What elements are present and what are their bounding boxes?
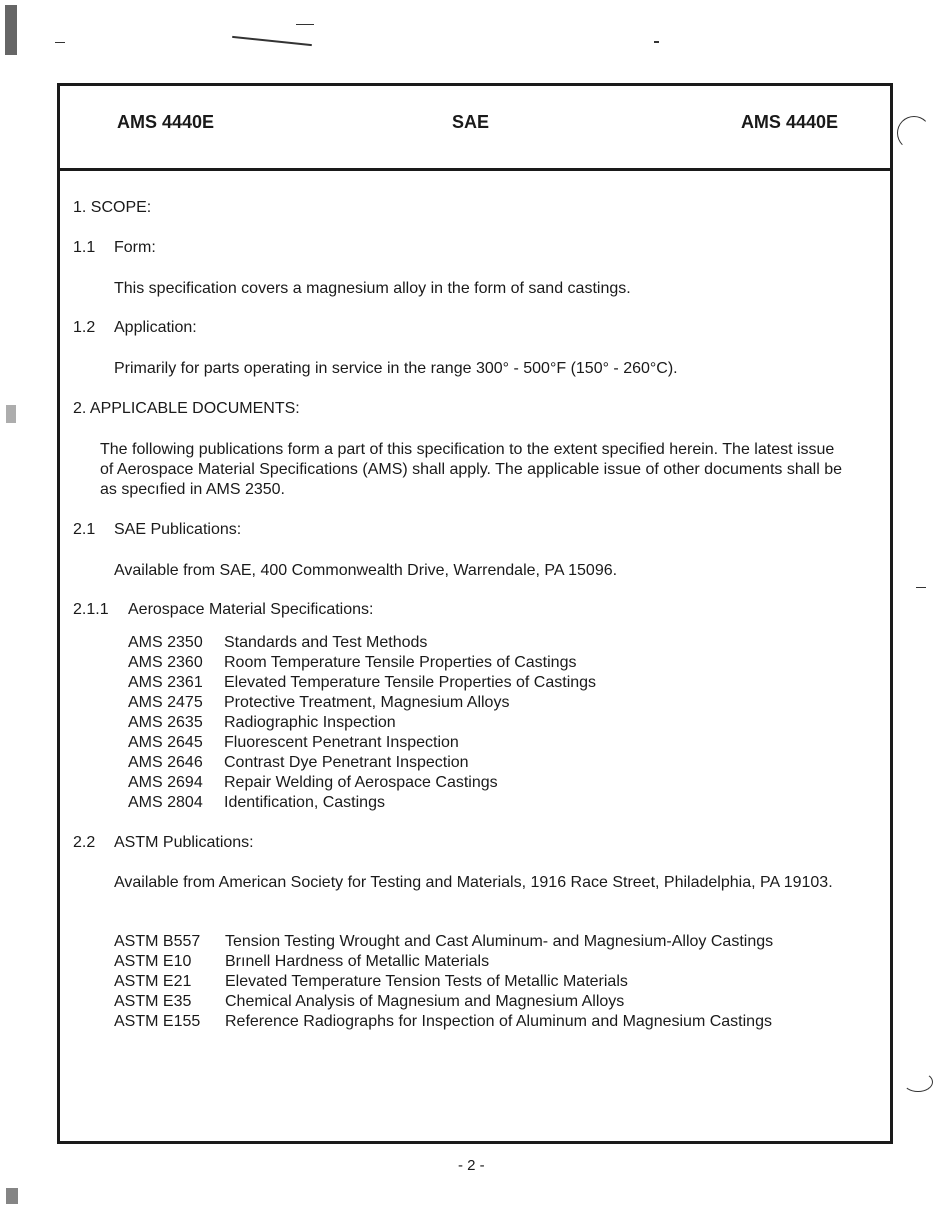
astm-code: ASTM E21 (114, 973, 192, 990)
margin-curve-mark (903, 1072, 933, 1092)
document-header (60, 86, 890, 171)
header-spec-code-right: AMS 4440E (740, 112, 838, 132)
ams-title: Radiographic Inspection (224, 714, 396, 731)
section-2-1-title: SAE Publications: (114, 521, 242, 538)
astm-title: Reference Radiographs for Inspection of Aluminum and Magnesium Castings (225, 1013, 772, 1030)
scan-artifact (6, 1188, 18, 1204)
scan-artifact (6, 405, 16, 423)
section-2-1-body: Available from SAE, 400 Commonwealth Drive, Warrendale, PA 15096. (114, 562, 618, 579)
astm-code: ASTM E155 (114, 1013, 201, 1030)
ams-title: Standards and Test Methods (224, 634, 428, 651)
section-1-2-number: 1.2 (73, 319, 96, 336)
ams-title: Repair Welding of Aerospace Castings (224, 774, 498, 791)
scan-artifact (296, 24, 314, 25)
ams-code: AMS 2694 (128, 774, 203, 791)
ams-title: Room Temperature Tensile Properties of Castings (224, 654, 577, 671)
astm-list-item (114, 972, 628, 992)
header-spec-code-left: AMS 4440E (117, 112, 215, 132)
ams-title: Fluorescent Penetrant Inspection (224, 734, 459, 751)
astm-code: ASTM E10 (114, 953, 192, 970)
ams-list-item (128, 693, 509, 713)
astm-list-item (114, 992, 624, 1012)
scan-artifact (55, 42, 65, 43)
section-1-1-body: This specification covers a magnesium alloy in the form of sand castings. (114, 280, 631, 297)
scan-artifact (232, 36, 312, 46)
astm-list-item (114, 932, 773, 952)
ams-code: AMS 2646 (128, 754, 203, 771)
ams-list-item (128, 733, 459, 753)
ams-list-item (128, 773, 498, 793)
ams-code: AMS 2361 (128, 674, 203, 691)
ams-list-item (128, 793, 385, 813)
astm-title: Chemical Analysis of Magnesium and Magnesium Alloys (225, 993, 625, 1010)
ams-code: AMS 2804 (128, 794, 203, 811)
section-1-1-title: Form: (114, 239, 156, 256)
scan-artifact (5, 5, 17, 55)
section-2-2-title: ASTM Publications: (114, 834, 254, 851)
ams-title: Elevated Temperature Tensile Properties of Castings (224, 674, 597, 691)
section-2-1-1-title: Aerospace Material Specifications: (128, 601, 374, 618)
margin-circle-mark (897, 116, 931, 150)
ams-list-item (128, 753, 469, 773)
astm-list-item (114, 952, 489, 972)
ams-list-item (128, 653, 576, 673)
ams-title: Contrast Dye Penetrant Inspection (224, 754, 469, 771)
astm-list-item (114, 1012, 772, 1032)
astm-code: ASTM E35 (114, 993, 192, 1010)
ams-code: AMS 2350 (128, 634, 203, 651)
astm-title: Brınell Hardness of Metallic Materials (225, 953, 490, 970)
ams-code: AMS 2475 (128, 694, 203, 711)
ams-title: Protective Treatment, Magnesium Alloys (224, 694, 510, 711)
section-2-2-body: Available from American Society for Testing and Materials, 1916 Race Street, Philadelphia, PA 19103. (114, 874, 833, 891)
astm-title: Tension Testing Wrought and Cast Aluminum- and Magnesium-Alloy Castings (225, 933, 774, 950)
section-2-2-number: 2.2 (73, 834, 96, 851)
astm-code: ASTM B557 (114, 933, 201, 950)
section-1-2-title: Application: (114, 319, 197, 336)
section-1-heading: 1. SCOPE: (73, 199, 152, 216)
ams-code: AMS 2645 (128, 734, 203, 751)
astm-title: Elevated Temperature Tension Tests of Metallic Materials (225, 973, 628, 990)
ams-title: Identification, Castings (224, 794, 385, 811)
header-organization: SAE (452, 112, 490, 132)
scan-artifact (654, 41, 659, 43)
ams-list-item (128, 673, 596, 693)
ams-code: AMS 2635 (128, 714, 203, 731)
page-number: - 2 - (458, 1157, 485, 1174)
ams-list-item (128, 633, 427, 653)
scan-artifact (916, 587, 926, 588)
section-2-1-number: 2.1 (73, 521, 96, 538)
section-1-1-number: 1.1 (73, 239, 96, 256)
section-2-heading: 2. APPLICABLE DOCUMENTS: (73, 400, 300, 417)
section-2-body: The following publications form a part of this specification to the extent specified herein. The latest issue of Aerospace Material Specifications (AMS) shall apply. The applicable issue of other documents shall be as specıfied in AMS 2350. (100, 441, 843, 498)
ams-list-item (128, 713, 396, 733)
ams-code: AMS 2360 (128, 654, 203, 671)
section-2-1-1-number: 2.1.1 (73, 601, 109, 618)
section-1-2-body: Primarily for parts operating in service in the range 300° - 500°F (150° - 260°C). (114, 360, 678, 377)
